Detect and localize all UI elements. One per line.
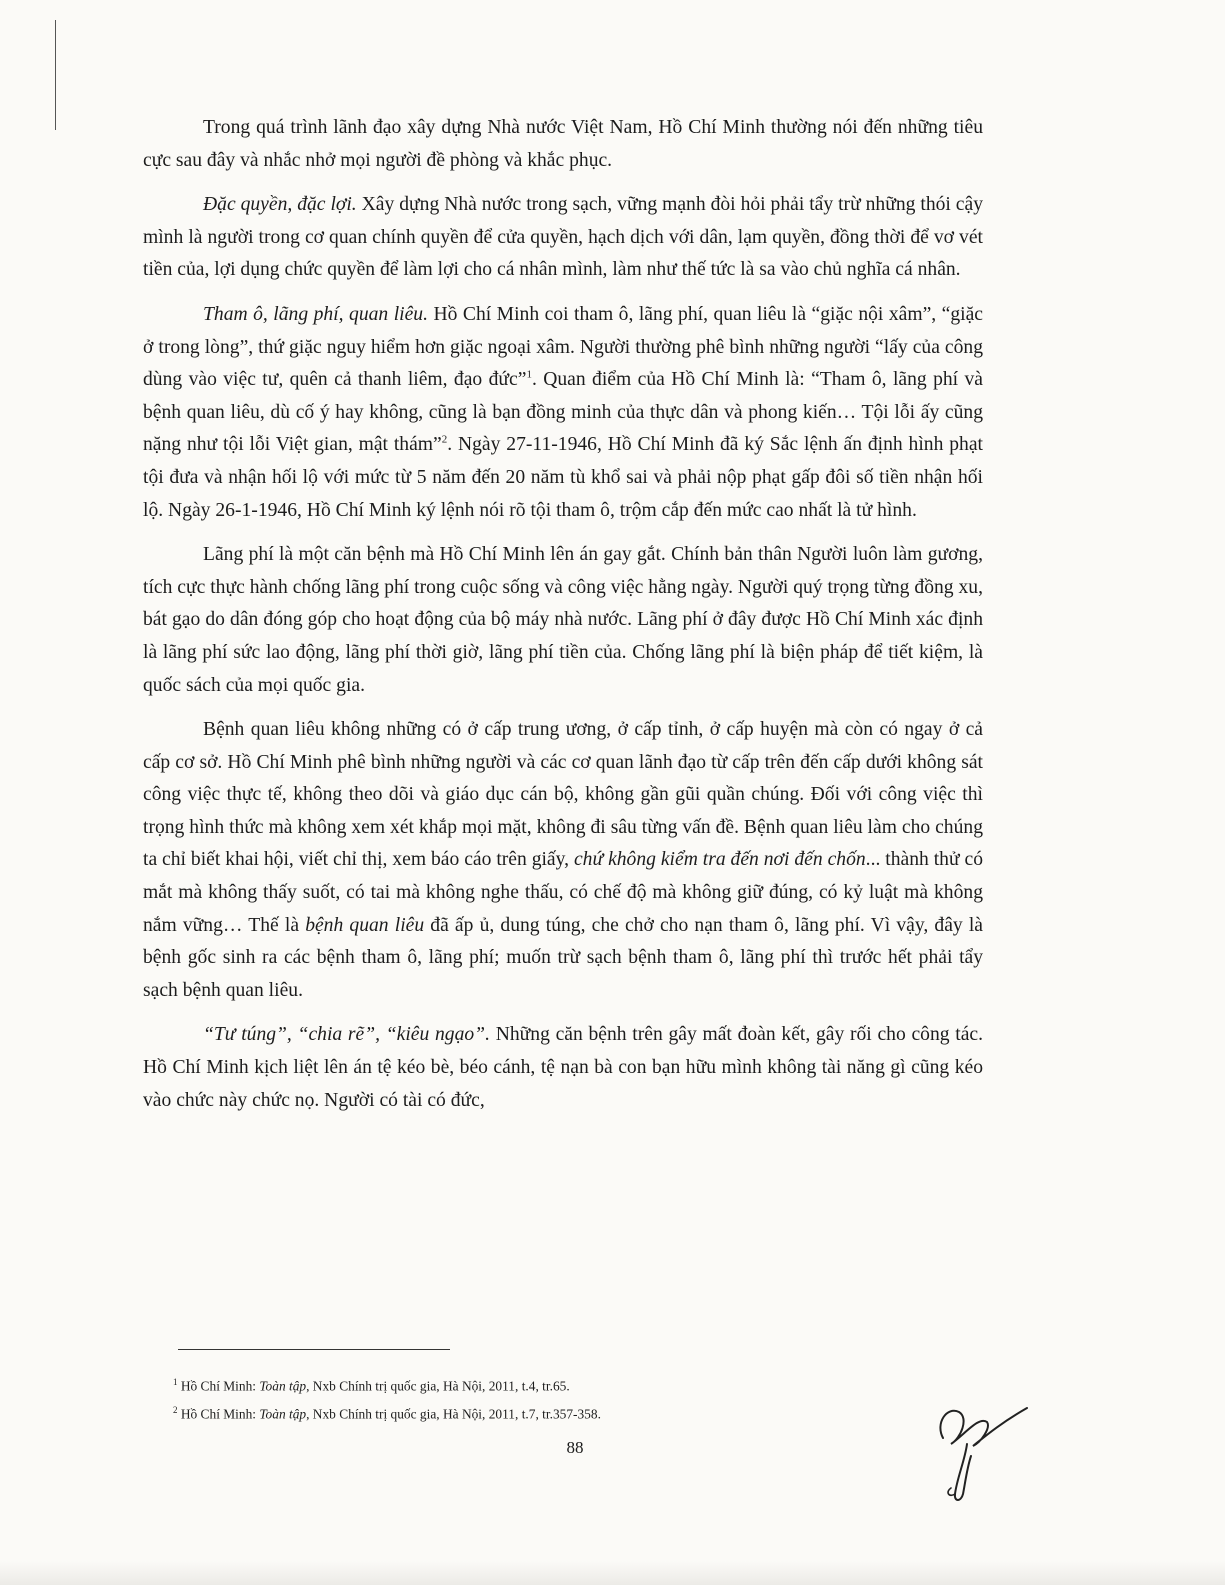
text-run: . Ngày 27-11-1946, Hồ Chí Minh đã ký Sắc lệnh ấn định hình phạt tội đưa và nhận hối lộ với mức từ 5 năm đến 20 năm tù khổ sai và phải nộp phạt gấp đôi số tiền nhận hối lộ. Ngày 26-1-1946, Hồ Chí Minh ký lệnh nói rõ tội tham ô, trộm cắp đến mức cao nhất là tử hình. [143,434,983,521]
text-run: Hồ Chí Minh coi tham ô, lãng phí, quan liêu là “giặc nội xâm”, “giặc ở trong lòng”, thứ giặc nguy hiểm hơn giặc ngoại xâm. Người thường phê bình những người “lấy của công dùng vào việc tư, quên cả thanh liêm, đạo đức” [143,303,983,391]
footnote-marker: 2 [173,1405,178,1416]
footnote-marker: 2 [441,433,448,446]
scan-bottom-edge [0,1561,1225,1585]
text-run: ... thành thử có mắt mà không thấy suốt, có tai mà không nghe thấu, có chế độ mà không giữ đúng, có kỷ luật mà không nắm vững… Thế là [143,849,983,936]
footnote-marker: 1 [526,368,532,381]
paragraph [143,1019,983,1117]
footnotes [143,1370,983,1427]
text-run: Xây dựng Nhà nước trong sạch, vững mạnh đòi hỏi phải tẩy trừ những thói cậy mình là người trong cơ quan chính quyền để cửa quyền, hạch dịch với dân, lạm quyền, đồng thời để vơ vét tiền của, lợi dụng chức quyền để làm lợi cho cá nhân mình, làm như thế tức là sa vào chủ nghĩa cá nhân. [143,194,984,281]
paragraph [143,299,983,527]
text-run: bệnh quan liêu [305,914,425,936]
footnote-marker: 1 [173,1377,178,1387]
text-run: Bệnh quan liêu không những có ở cấp trung ương, ở cấp tỉnh, ở cấp huyện mà còn có ngay ở cả cấp cơ sở. Hồ Chí Minh phê bình những người và các cơ quan lãnh đạo từ cấp trên đến cấp dưới không sát công việc thực tế, không theo dõi và giáo dục cán bộ, không gần gũi quần chúng. Đối với công việc thì trọng hình thức mà không xem xét khắp mọi mặt, không đi sâu từng vấn đề. Bệnh quan liêu làm cho chúng ta chỉ biết khai hội, viết chỉ thị, xem báo cáo trên giấy, [143,719,983,871]
body-text [143,112,983,1129]
text-run: chứ không kiểm tra đến nơi đến chốn [573,849,866,871]
text-run: . Quan điểm của Hồ Chí Minh là: “Tham ô, lãng phí và bệnh quan liêu, dù cố ý hay không, cũng là bạn đồng minh của thực dân và phong kiến… Tội lỗi ấy cũng nặng như tội lỗi Việt gian, mật thám” [143,369,983,456]
text-run: , Nxb Chính trị quốc gia, Hà Nội, 2011, t.7, tr.357-358. [306,1406,601,1422]
footnote [143,1370,983,1398]
text-run: “Tư túng”, “chia rẽ”, “kiêu ngạo”. [203,1024,490,1046]
paragraph [143,189,983,287]
footnote [143,1398,983,1426]
text-run: Trong quá trình lãnh đạo xây dựng Nhà nước Việt Nam, Hồ Chí Minh thường nói đến những tiêu cực sau đây và nhắc nhở mọi người đề phòng và khắc phục. [143,117,983,171]
text-run: Lãng phí là một căn bệnh mà Hồ Chí Minh lên án gay gắt. Chính bản thân Người luôn làm gương, tích cực thực hành chống lãng phí trong cuộc sống và công việc hằng ngày. Người quý trọng từng đồng xu, bát gạo do dân đóng góp cho hoạt động của bộ máy nhà nước. Lãng phí ở đây được Hồ Chí Minh xác định là lãng phí sức lao động, lãng phí thời giờ, lãng phí tiền của. Chống lãng phí là biện pháp để tiết kiệm, là quốc sách của mọi quốc gia. [143,544,983,696]
text-run: , Nxb Chính trị quốc gia, Hà Nội, 2011, t.4, tr.65. [306,1378,570,1394]
text-run: đã ấp ủ, dung túng, che chở cho nạn tham ô, lãng phí. Vì vậy, đây là bệnh gốc sinh ra các bệnh tham ô, lãng phí; muốn trừ sạch bệnh tham ô, lãng phí thì trước hết phải tẩy sạch bệnh quan liêu. [143,914,983,1001]
text-run: Tham ô, lãng phí, quan liêu. [203,303,428,325]
text-run: Toàn tập [259,1378,307,1394]
footnote-divider [178,1349,450,1350]
paragraph [143,714,983,1007]
text-run: Hồ Chí Minh: [177,1406,260,1422]
text-run: Hồ Chí Minh: [177,1378,260,1394]
paragraph [143,539,983,702]
scan-edge-line [55,20,56,130]
text-run: Đặc quyền, đặc lợi. [203,194,357,216]
paragraph [143,112,983,177]
page-number: 88 [566,1438,584,1457]
handwritten-signature [925,1398,1035,1508]
text-run: Toàn tập [259,1406,307,1422]
text-run: Những căn bệnh trên gây mất đoàn kết, gây rối cho công tác. Hồ Chí Minh kịch liệt lên án tệ kéo bè, béo cánh, tệ nạn bà con bạn hữu mình không tài năng gì cũng kéo vào chức này chức nọ. Người có tài có đức, [143,1024,984,1111]
